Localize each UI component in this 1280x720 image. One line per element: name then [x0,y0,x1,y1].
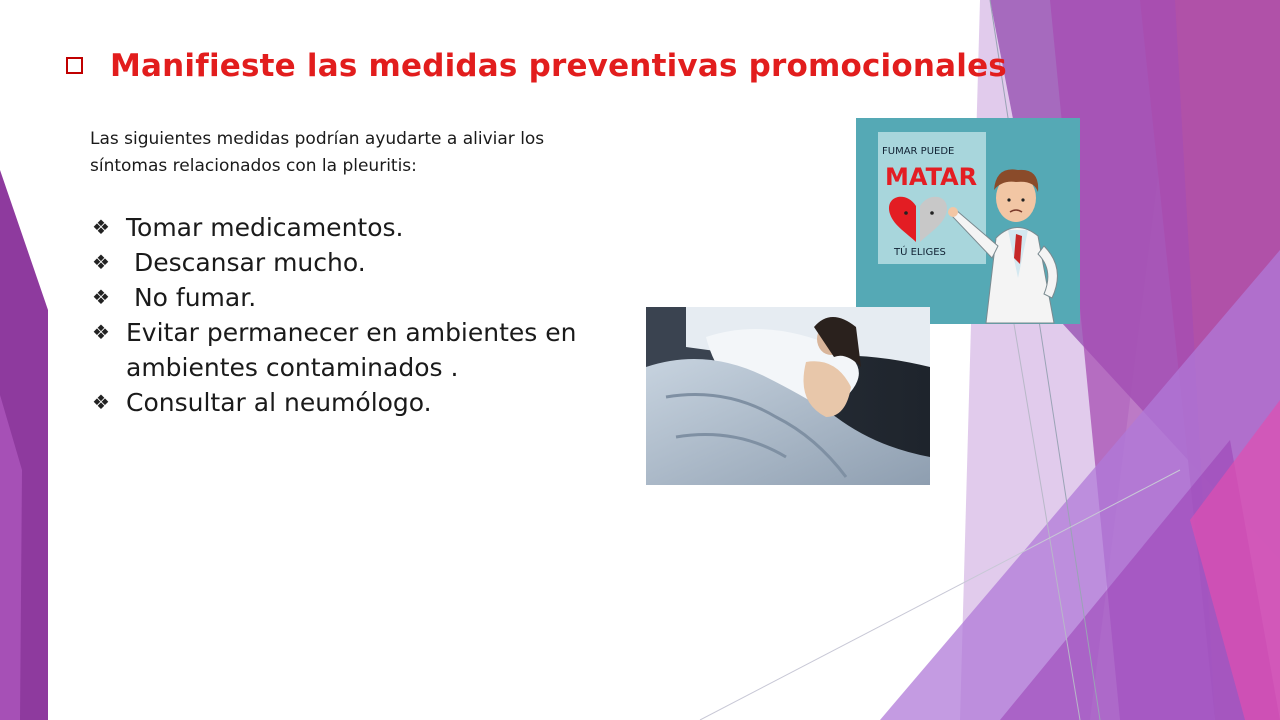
title-row [66,48,1007,84]
bullet-list [92,210,652,420]
poster-line-2: MATAR [885,163,978,191]
bed-illustration [646,307,930,485]
intro-line-2: síntomas relacionados con la pleuritis: [90,156,417,176]
diamond-cross-icon: ❖ [92,320,110,344]
intro-line-1: Las siguientes medidas podrían ayudarte a aliviar los [90,129,545,149]
list-item-continuation: ambientes contaminados . [126,353,459,382]
doctor-illustration [856,118,1080,324]
poster-line-1: FUMAR PUEDE [882,146,955,157]
diamond-cross-icon: ❖ [92,250,110,274]
checkbox-icon [66,57,84,75]
diamond-cross-icon: ❖ [92,285,110,309]
no-smoking-poster-image [856,118,1080,324]
diamond-cross-icon: ❖ [92,390,110,414]
list-item: ❖ No fumar. [92,280,652,315]
list-item: ❖ Tomar medicamentos. [92,210,652,245]
list-item: ❖ Descansar mucho. [92,245,652,280]
diamond-cross-icon: ❖ [92,215,110,239]
poster-line-3: TÚ ELIGES [894,247,946,258]
intro-text [90,126,690,180]
slide-title: Manifieste las medidas preventivas promocionales [110,48,1007,84]
list-item: ❖ Evitar permanecer en ambientes en [92,315,652,350]
list-item: ❖ Consultar al neumólogo. [92,385,652,420]
sleeping-woman-photo [646,307,930,485]
